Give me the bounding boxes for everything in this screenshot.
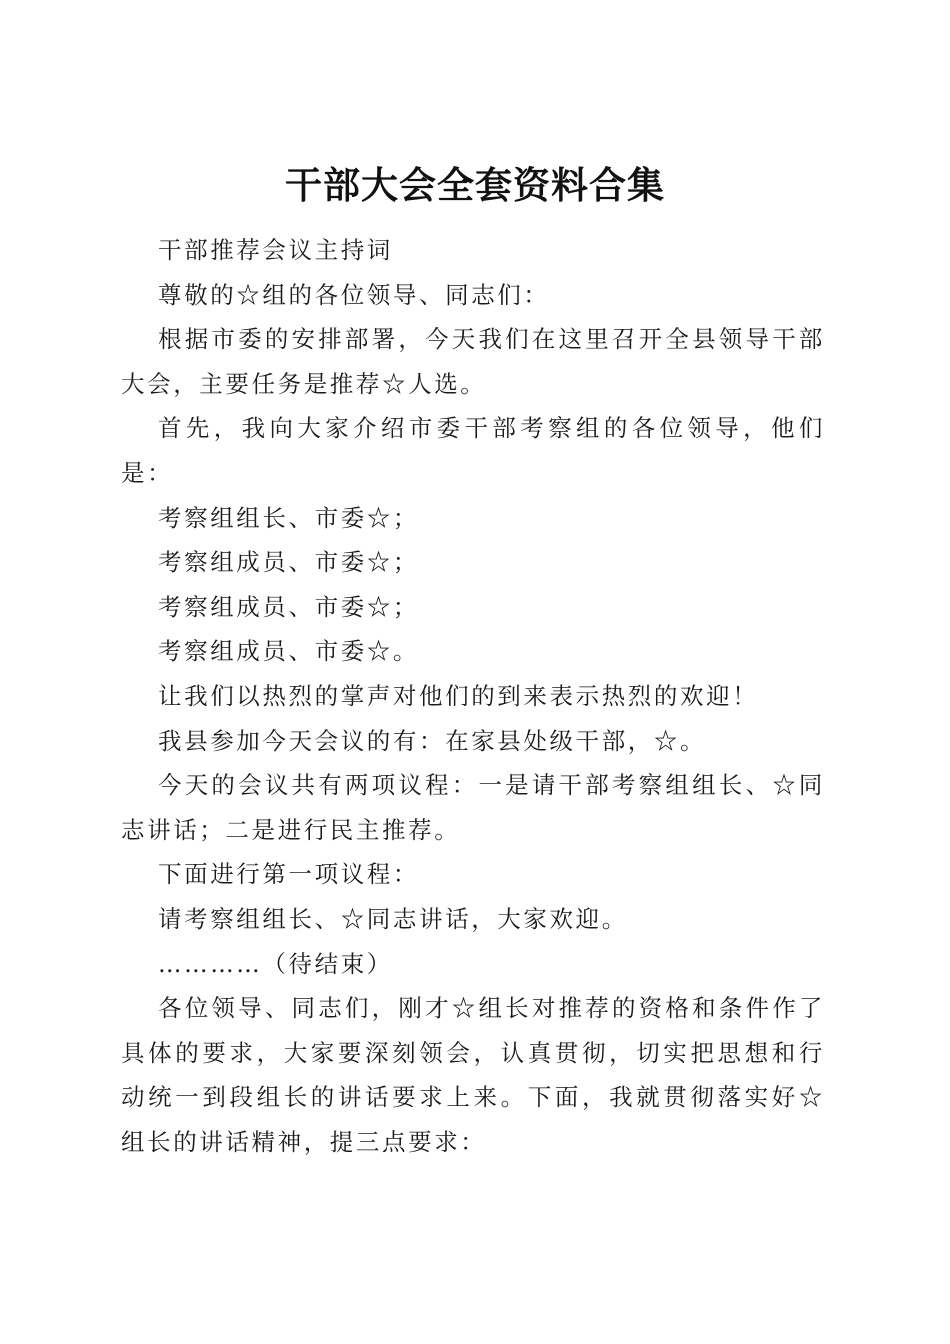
paragraph: 首先，我向大家介绍市委干部考察组的各位领导，他们是： xyxy=(121,414,825,487)
paragraph: 各位领导、同志们，刚才☆组长对推荐的资格和条件作了具体的要求，大家要深刻领会，认真贯彻，切实把思想和行动统一到段组长的讲话要求上来。下面，我就贯彻落实好☆组长的讲话精神，提三点要求： xyxy=(121,994,825,1156)
paragraph: 考察组成员、市委☆； xyxy=(158,548,419,577)
paragraph: 考察组成员、市委☆； xyxy=(158,592,419,621)
paragraph: 请考察组组长、☆同志讲话，大家欢迎。 xyxy=(158,904,628,933)
paragraph: 考察组成员、市委☆。 xyxy=(158,637,419,666)
paragraph: 考察组组长、市委☆； xyxy=(158,503,419,532)
paragraph: 我县参加今天会议的有：在家县处级干部，☆。 xyxy=(158,726,707,755)
paragraph: 让我们以热烈的掌声对他们的到来表示热烈的欢迎！ xyxy=(158,681,759,710)
document-body xyxy=(121,228,825,1164)
paragraph: 下面进行第一项议程： xyxy=(158,860,419,889)
paragraph: 今天的会议共有两项议程：一是请干部考察组组长、☆同志讲话；二是进行民主推荐。 xyxy=(121,771,825,844)
paragraph: …………（待结束） xyxy=(158,949,393,978)
paragraph-heading: 干部推荐会议主持词 xyxy=(158,236,393,264)
document-title: 干部大会全套资料合集 xyxy=(285,162,665,207)
paragraph: 根据市委的安排部署，今天我们在这里召开全县领导干部大会，主要任务是推荐☆人选。 xyxy=(121,325,825,398)
paragraph-salutation: 尊敬的☆组的各位领导、同志们： xyxy=(158,280,550,309)
